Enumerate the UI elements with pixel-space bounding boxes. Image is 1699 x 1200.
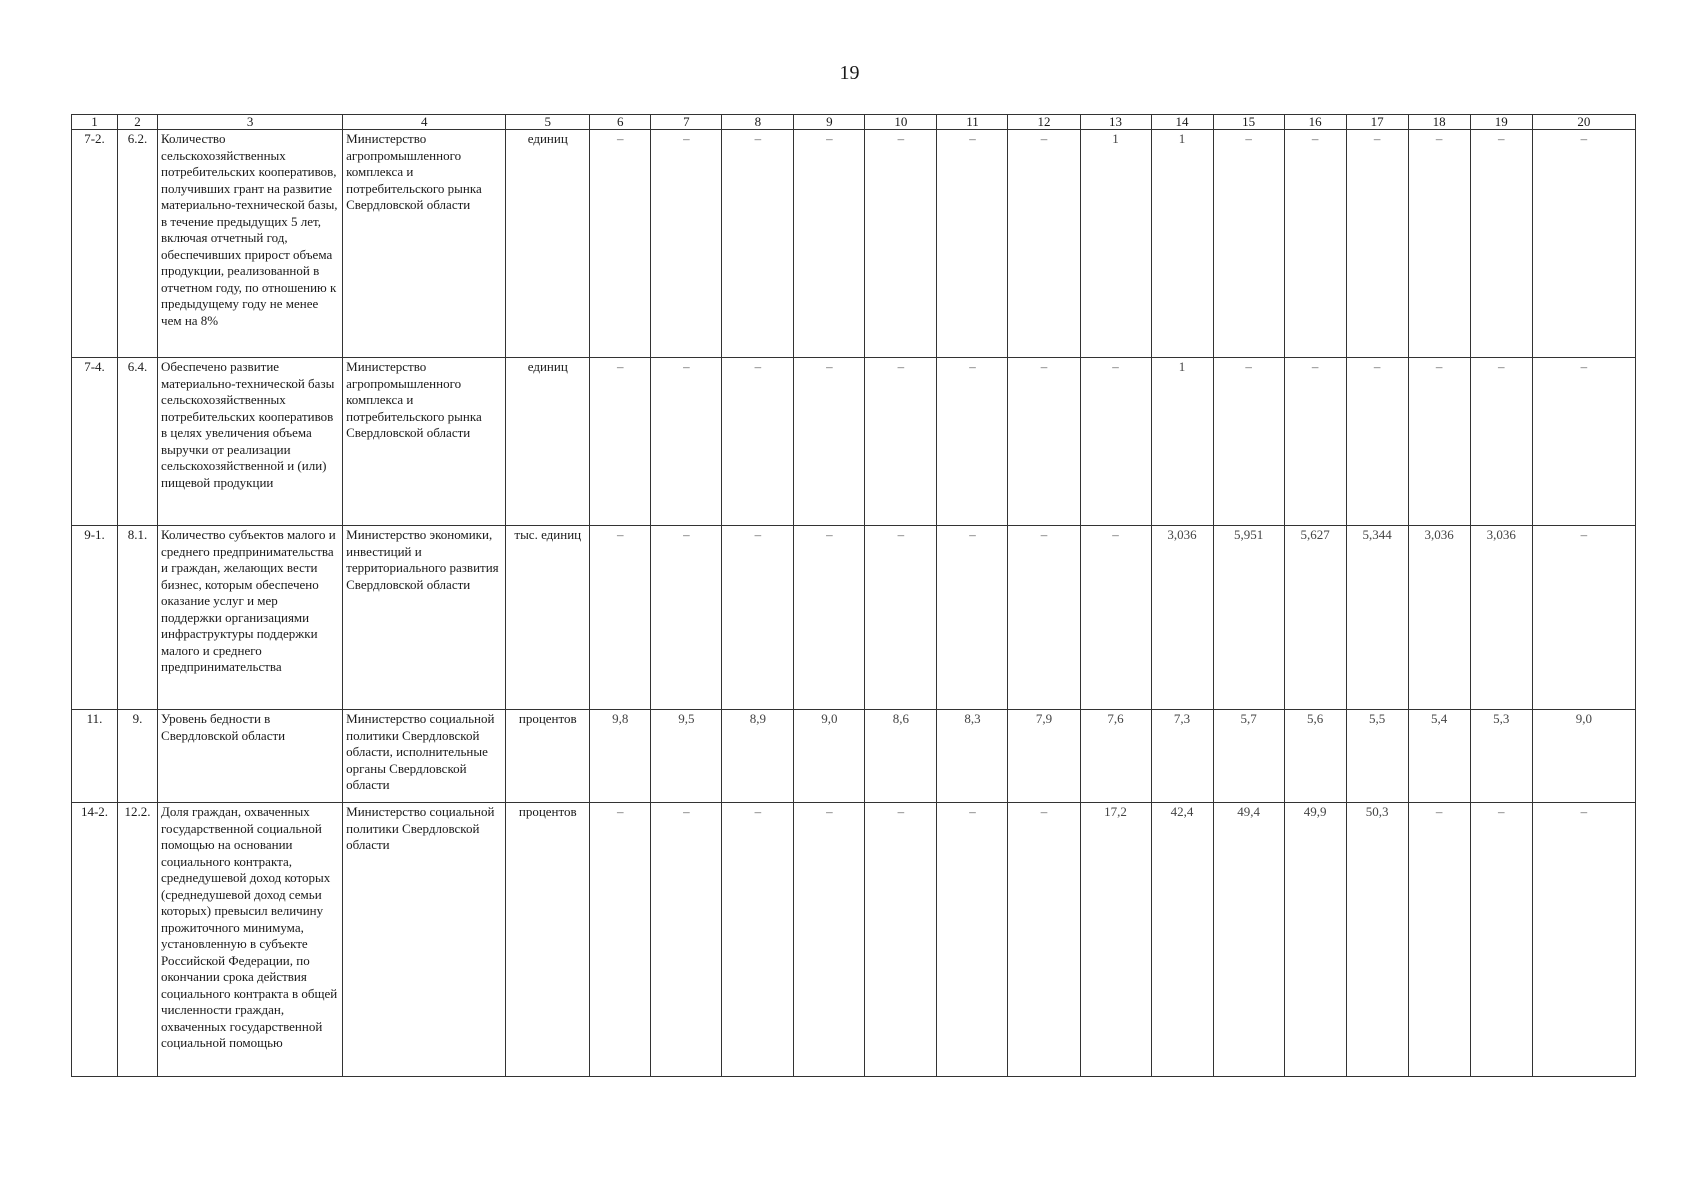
indicator-name-cell: Количество сельскохозяйственных потребительских кооперативов, получивших грант на развитие материально-технической базы, в течение предыдущих 5 лет, включая отчетный год, обеспечивших прирост объема продукции, реализованной в отчетном году, по отношению к предыдущему году не менее чем на 8% bbox=[158, 130, 343, 358]
value-cell: 1 bbox=[1151, 130, 1213, 358]
value-cell: 3,036 bbox=[1470, 526, 1532, 710]
table-row bbox=[72, 803, 1636, 1077]
value-cell: – bbox=[590, 130, 651, 358]
value-cell: – bbox=[1470, 358, 1532, 526]
row-code-cell: 9. bbox=[118, 710, 158, 803]
value-cell: 5,5 bbox=[1346, 710, 1408, 803]
value-cell: 5,7 bbox=[1213, 710, 1284, 803]
value-cell: – bbox=[937, 803, 1008, 1077]
indicator-name-cell: Доля граждан, охваченных государственной социальной помощью на основании социального контракта, среднедушевой доход которых (среднедушевой доход семьи которых) превысил величину прожиточного минимума, установленную в субъекте Российской Федерации, по окончании срока действия социального контракта в общей численности граждан, охваченных государственной социальной помощью bbox=[158, 803, 343, 1077]
row-id-cell: 7-4. bbox=[72, 358, 118, 526]
column-number: 19 bbox=[1470, 115, 1532, 130]
value-cell: 50,3 bbox=[1346, 803, 1408, 1077]
value-cell: 42,4 bbox=[1151, 803, 1213, 1077]
column-number-row bbox=[72, 115, 1636, 130]
column-number: 9 bbox=[794, 115, 865, 130]
value-cell: – bbox=[722, 130, 794, 358]
value-cell: 9,0 bbox=[1532, 710, 1635, 803]
value-cell: – bbox=[722, 526, 794, 710]
unit-cell: единиц bbox=[506, 358, 590, 526]
column-number: 15 bbox=[1213, 115, 1284, 130]
value-cell: – bbox=[1213, 358, 1284, 526]
value-cell: – bbox=[1284, 358, 1346, 526]
value-cell: – bbox=[1346, 358, 1408, 526]
value-cell: 8,3 bbox=[937, 710, 1008, 803]
value-cell: – bbox=[1008, 526, 1080, 710]
column-number: 6 bbox=[590, 115, 651, 130]
column-number: 14 bbox=[1151, 115, 1213, 130]
value-cell: – bbox=[1408, 358, 1470, 526]
responsible-authority-cell: Министерство агропромышленного комплекса и потребительского рынка Свердловской области bbox=[343, 130, 506, 358]
unit-cell: процентов bbox=[506, 803, 590, 1077]
value-cell: – bbox=[1532, 803, 1635, 1077]
column-number: 13 bbox=[1080, 115, 1151, 130]
row-id-cell: 14-2. bbox=[72, 803, 118, 1077]
value-cell: 7,9 bbox=[1008, 710, 1080, 803]
value-cell: – bbox=[1008, 803, 1080, 1077]
value-cell: 3,036 bbox=[1408, 526, 1470, 710]
value-cell: – bbox=[1284, 130, 1346, 358]
column-number: 17 bbox=[1346, 115, 1408, 130]
value-cell: 9,5 bbox=[651, 710, 722, 803]
value-cell: 49,9 bbox=[1284, 803, 1346, 1077]
responsible-authority-cell: Министерство социальной политики Свердловской области, исполнительные органы Свердловской области bbox=[343, 710, 506, 803]
value-cell: – bbox=[937, 358, 1008, 526]
value-cell: 49,4 bbox=[1213, 803, 1284, 1077]
value-cell: 17,2 bbox=[1080, 803, 1151, 1077]
value-cell: 9,8 bbox=[590, 710, 651, 803]
column-number: 8 bbox=[722, 115, 794, 130]
value-cell: – bbox=[1080, 526, 1151, 710]
column-number: 5 bbox=[506, 115, 590, 130]
value-cell: – bbox=[865, 803, 937, 1077]
indicators-table bbox=[71, 114, 1636, 1077]
value-cell: 7,6 bbox=[1080, 710, 1151, 803]
responsible-authority-cell: Министерство экономики, инвестиций и территориального развития Свердловской области bbox=[343, 526, 506, 710]
value-cell: – bbox=[865, 358, 937, 526]
value-cell: 5,4 bbox=[1408, 710, 1470, 803]
column-number: 11 bbox=[937, 115, 1008, 130]
value-cell: – bbox=[722, 358, 794, 526]
value-cell: – bbox=[590, 358, 651, 526]
value-cell: 5,6 bbox=[1284, 710, 1346, 803]
column-number: 2 bbox=[118, 115, 158, 130]
value-cell: – bbox=[1532, 130, 1635, 358]
row-code-cell: 8.1. bbox=[118, 526, 158, 710]
value-cell: – bbox=[1346, 130, 1408, 358]
row-code-cell: 12.2. bbox=[118, 803, 158, 1077]
value-cell: – bbox=[1008, 130, 1080, 358]
row-code-cell: 6.2. bbox=[118, 130, 158, 358]
column-number: 16 bbox=[1284, 115, 1346, 130]
value-cell: 8,6 bbox=[865, 710, 937, 803]
value-cell: 5,3 bbox=[1470, 710, 1532, 803]
value-cell: – bbox=[1408, 130, 1470, 358]
value-cell: – bbox=[794, 526, 865, 710]
column-number: 7 bbox=[651, 115, 722, 130]
unit-cell: тыс. единиц bbox=[506, 526, 590, 710]
indicator-name-cell: Обеспечено развитие материально-технической базы сельскохозяйственных потребительских кооперативов в целях увеличения объема выручки от реализации сельскохозяйственной и (или) пищевой продукции bbox=[158, 358, 343, 526]
table-row bbox=[72, 710, 1636, 803]
table-row bbox=[72, 526, 1636, 710]
value-cell: – bbox=[1532, 526, 1635, 710]
unit-cell: единиц bbox=[506, 130, 590, 358]
value-cell: – bbox=[937, 130, 1008, 358]
value-cell: 5,951 bbox=[1213, 526, 1284, 710]
value-cell: 9,0 bbox=[794, 710, 865, 803]
column-number: 10 bbox=[865, 115, 937, 130]
column-number: 4 bbox=[343, 115, 506, 130]
table-row bbox=[72, 130, 1636, 358]
value-cell: – bbox=[794, 803, 865, 1077]
value-cell: – bbox=[794, 358, 865, 526]
value-cell: – bbox=[865, 130, 937, 358]
value-cell: – bbox=[937, 526, 1008, 710]
value-cell: – bbox=[1080, 358, 1151, 526]
row-id-cell: 11. bbox=[72, 710, 118, 803]
value-cell: 1 bbox=[1151, 358, 1213, 526]
responsible-authority-cell: Министерство агропромышленного комплекса и потребительского рынка Свердловской области bbox=[343, 358, 506, 526]
column-number: 20 bbox=[1532, 115, 1635, 130]
row-id-cell: 9-1. bbox=[72, 526, 118, 710]
page-number: 19 bbox=[839, 62, 860, 84]
value-cell: – bbox=[1532, 358, 1635, 526]
value-cell: – bbox=[590, 526, 651, 710]
column-number: 12 bbox=[1008, 115, 1080, 130]
column-number: 1 bbox=[72, 115, 118, 130]
value-cell: – bbox=[865, 526, 937, 710]
value-cell: 7,3 bbox=[1151, 710, 1213, 803]
value-cell: – bbox=[1470, 803, 1532, 1077]
column-number: 18 bbox=[1408, 115, 1470, 130]
value-cell: 1 bbox=[1080, 130, 1151, 358]
value-cell: – bbox=[651, 526, 722, 710]
column-number: 3 bbox=[158, 115, 343, 130]
row-id-cell: 7-2. bbox=[72, 130, 118, 358]
value-cell: – bbox=[1408, 803, 1470, 1077]
value-cell: – bbox=[722, 803, 794, 1077]
value-cell: – bbox=[651, 803, 722, 1077]
value-cell: – bbox=[651, 358, 722, 526]
responsible-authority-cell: Министерство социальной политики Свердловской области bbox=[343, 803, 506, 1077]
value-cell: – bbox=[794, 130, 865, 358]
row-code-cell: 6.4. bbox=[118, 358, 158, 526]
value-cell: 5,627 bbox=[1284, 526, 1346, 710]
value-cell: – bbox=[1213, 130, 1284, 358]
table-row bbox=[72, 358, 1636, 526]
value-cell: – bbox=[590, 803, 651, 1077]
indicator-name-cell: Уровень бедности в Свердловской области bbox=[158, 710, 343, 803]
indicator-name-cell: Количество субъектов малого и среднего предпринимательства и граждан, желающих вести бизнес, которым обеспечено оказание услуг и мер поддержки организациями инфраструктуры поддержки малого и среднего предпринимательства bbox=[158, 526, 343, 710]
value-cell: 5,344 bbox=[1346, 526, 1408, 710]
unit-cell: процентов bbox=[506, 710, 590, 803]
value-cell: 8,9 bbox=[722, 710, 794, 803]
value-cell: – bbox=[651, 130, 722, 358]
value-cell: 3,036 bbox=[1151, 526, 1213, 710]
value-cell: – bbox=[1470, 130, 1532, 358]
value-cell: – bbox=[1008, 358, 1080, 526]
